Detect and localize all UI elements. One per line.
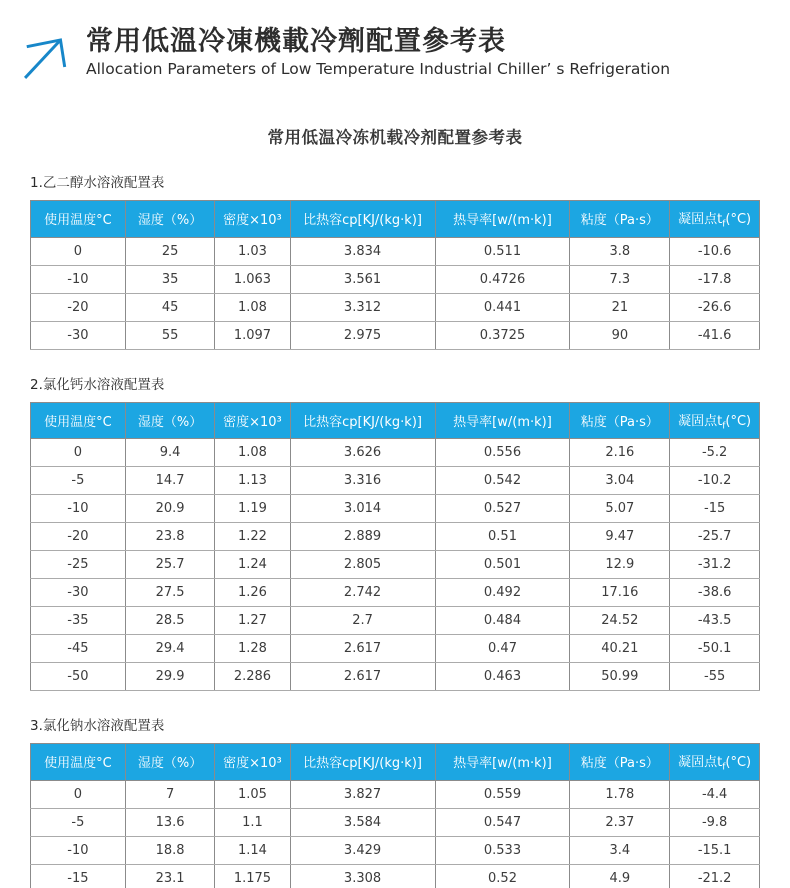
table-row: [31, 439, 760, 467]
table-cell: 13.6: [125, 808, 215, 836]
table-cell: 25: [125, 237, 215, 265]
table-cell: 12.9: [570, 551, 670, 579]
table-cell: 0.51: [435, 523, 570, 551]
table-row: [31, 808, 760, 836]
table-cell: -15: [31, 864, 126, 888]
table-cell: -55: [670, 663, 760, 691]
table-cell: 1.05: [215, 780, 290, 808]
data-table-1: [30, 200, 760, 350]
page-subtitle: Allocation Parameters of Low Temperature Industrial Chiller’ s Refrigeration: [86, 60, 671, 79]
table-cell: 1.22: [215, 523, 290, 551]
tables-container: [30, 171, 760, 888]
table-cell: -20: [31, 523, 126, 551]
table-cell: 0.511: [435, 237, 570, 265]
column-header: 湿度（%）: [125, 402, 215, 439]
table-cell: 2.975: [290, 321, 435, 349]
table-cell: -35: [31, 607, 126, 635]
table-cell: 28.5: [125, 607, 215, 635]
table-cell: 23.1: [125, 864, 215, 888]
section-title-2: 2.氯化钙水溶液配置表: [30, 376, 165, 393]
column-header: 粘度（Pa·s）: [570, 744, 670, 781]
table-cell: 1.175: [215, 864, 290, 888]
table-cell: 0.501: [435, 551, 570, 579]
table-cell: -21.2: [670, 864, 760, 888]
table-cell: -30: [31, 321, 126, 349]
table-cell: -50: [31, 663, 126, 691]
column-header: 湿度（%）: [125, 744, 215, 781]
table-cell: 5.07: [570, 495, 670, 523]
table-cell: -30: [31, 579, 126, 607]
table-cell: 2.7: [290, 607, 435, 635]
table-cell: 3.429: [290, 836, 435, 864]
table-cell: -9.8: [670, 808, 760, 836]
table-cell: 4.9: [570, 864, 670, 888]
table-cell: 0.533: [435, 836, 570, 864]
table-cell: -10: [31, 265, 126, 293]
table-cell: 0: [31, 439, 126, 467]
brand-header: [20, 0, 760, 84]
table-cell: 1.19: [215, 495, 290, 523]
table-row: [31, 635, 760, 663]
table-cell: 0.484: [435, 607, 570, 635]
table-row: [31, 495, 760, 523]
document-title: 常用低温冷冻机载冷剂配置参考表: [267, 128, 523, 147]
table-cell: 3.584: [290, 808, 435, 836]
data-table-2: [30, 402, 760, 692]
table-cell: 2.617: [290, 663, 435, 691]
table-cell: -15.1: [670, 836, 760, 864]
table-cell: 1.78: [570, 780, 670, 808]
table-cell: -5: [31, 808, 126, 836]
table-cell: 0.52: [435, 864, 570, 888]
table-row: [31, 864, 760, 888]
table-cell: -26.6: [670, 293, 760, 321]
column-header: 使用温度°C: [31, 744, 126, 781]
column-header: 比热容cp[KJ/(kg·k)]: [290, 744, 435, 781]
table-cell: 0.463: [435, 663, 570, 691]
table-cell: 3.308: [290, 864, 435, 888]
table-row: [31, 607, 760, 635]
table-cell: 29.9: [125, 663, 215, 691]
section-title-1: 1.乙二醇水溶液配置表: [30, 175, 165, 191]
table-cell: 20.9: [125, 495, 215, 523]
table-cell: 1.03: [215, 237, 290, 265]
header-row: [31, 744, 760, 781]
table-cell: 0.542: [435, 467, 570, 495]
table-cell: 14.7: [125, 467, 215, 495]
table-cell: 1.08: [215, 439, 290, 467]
table-row: [31, 293, 760, 321]
table-cell: 1.14: [215, 836, 290, 864]
table-row: [31, 836, 760, 864]
table-cell: -4.4: [670, 780, 760, 808]
column-header: 粘度（Pa·s）: [570, 201, 670, 238]
table-cell: 24.52: [570, 607, 670, 635]
table-cell: 3.4: [570, 836, 670, 864]
table-cell: 1.063: [215, 265, 290, 293]
table-cell: -20: [31, 293, 126, 321]
table-cell: 3.834: [290, 237, 435, 265]
table-cell: -41.6: [670, 321, 760, 349]
table-cell: 1.28: [215, 635, 290, 663]
header-row: [31, 201, 760, 238]
table-cell: -10.2: [670, 467, 760, 495]
table-cell: 21: [570, 293, 670, 321]
table-row: [31, 265, 760, 293]
table-cell: 9.4: [125, 439, 215, 467]
table-cell: 7: [125, 780, 215, 808]
table-cell: 17.16: [570, 579, 670, 607]
table-cell: 3.626: [290, 439, 435, 467]
column-header: 热导率[w/(m·k)]: [435, 402, 570, 439]
table-cell: 90: [570, 321, 670, 349]
table-cell: -45: [31, 635, 126, 663]
table-cell: -10: [31, 836, 126, 864]
table-cell: 3.827: [290, 780, 435, 808]
column-header: 使用温度°C: [31, 201, 126, 238]
table-cell: 1.24: [215, 551, 290, 579]
column-header: 使用温度°C: [31, 402, 126, 439]
column-header: 湿度（%）: [125, 201, 215, 238]
table-cell: 0.4726: [435, 265, 570, 293]
table-cell: -17.8: [670, 265, 760, 293]
table-cell: -50.1: [670, 635, 760, 663]
table-cell: 3.312: [290, 293, 435, 321]
column-header: 热导率[w/(m·k)]: [435, 201, 570, 238]
table-row: [31, 467, 760, 495]
table-cell: 3.014: [290, 495, 435, 523]
table-cell: 0.47: [435, 635, 570, 663]
table-cell: -31.2: [670, 551, 760, 579]
table-cell: 45: [125, 293, 215, 321]
table-cell: 1.097: [215, 321, 290, 349]
table-cell: 0: [31, 237, 126, 265]
table-cell: -5: [31, 467, 126, 495]
header-row: [31, 402, 760, 439]
table-cell: 2.805: [290, 551, 435, 579]
brand-text: [86, 26, 670, 78]
column-header: 热导率[w/(m·k)]: [435, 744, 570, 781]
column-header: 凝固点$t_f(^\circ C)$: [670, 744, 760, 781]
table-row: [31, 321, 760, 349]
table-cell: 0.527: [435, 495, 570, 523]
table-cell: 40.21: [570, 635, 670, 663]
table-cell: 1.13: [215, 467, 290, 495]
table-cell: -38.6: [670, 579, 760, 607]
table-cell: 2.286: [215, 663, 290, 691]
table-cell: 2.742: [290, 579, 435, 607]
arrow-up-right-icon: [20, 28, 74, 84]
table-cell: 0.556: [435, 439, 570, 467]
table-cell: 29.4: [125, 635, 215, 663]
table-row: [31, 579, 760, 607]
table-row: [31, 780, 760, 808]
data-table-3: [30, 743, 760, 888]
table-cell: 2.889: [290, 523, 435, 551]
table-cell: 3.8: [570, 237, 670, 265]
table-row: [31, 237, 760, 265]
table-cell: -5.2: [670, 439, 760, 467]
table-cell: 2.37: [570, 808, 670, 836]
table-cell: 0.559: [435, 780, 570, 808]
table-cell: -15: [670, 495, 760, 523]
table-cell: 0.492: [435, 579, 570, 607]
column-header: 凝固点$t_f(^\circ C)$: [670, 201, 760, 238]
table-row: [31, 551, 760, 579]
table-cell: 27.5: [125, 579, 215, 607]
table-cell: 55: [125, 321, 215, 349]
table-row: [31, 523, 760, 551]
table-cell: 1.26: [215, 579, 290, 607]
table-cell: 2.16: [570, 439, 670, 467]
table-cell: 0: [31, 780, 126, 808]
table-cell: -25: [31, 551, 126, 579]
table-cell: 3.561: [290, 265, 435, 293]
table-cell: 25.7: [125, 551, 215, 579]
table-cell: 9.47: [570, 523, 670, 551]
table-cell: -10: [31, 495, 126, 523]
table-cell: 2.617: [290, 635, 435, 663]
table-cell: 1.27: [215, 607, 290, 635]
table-cell: 0.547: [435, 808, 570, 836]
page-title: 常用低溫冷凍機載冷劑配置參考表: [86, 26, 506, 57]
table-cell: 18.8: [125, 836, 215, 864]
column-header: 密度×10³: [215, 201, 290, 238]
table-cell: -10.6: [670, 237, 760, 265]
table-cell: 0.441: [435, 293, 570, 321]
column-header: 密度×10³: [215, 744, 290, 781]
column-header: 比热容cp[KJ/(kg·k)]: [290, 402, 435, 439]
table-cell: -43.5: [670, 607, 760, 635]
table-cell: 3.04: [570, 467, 670, 495]
column-header: 粘度（Pa·s）: [570, 402, 670, 439]
table-cell: 1.08: [215, 293, 290, 321]
table-cell: -25.7: [670, 523, 760, 551]
table-cell: 0.3725: [435, 321, 570, 349]
column-header: 凝固点$t_f(^\circ C)$: [670, 402, 760, 439]
table-cell: 50.99: [570, 663, 670, 691]
section-title-3: 3.氯化钠水溶液配置表: [30, 718, 165, 735]
table-cell: 23.8: [125, 523, 215, 551]
table-row: [31, 663, 760, 691]
table-cell: 35: [125, 265, 215, 293]
table-cell: 1.1: [215, 808, 290, 836]
column-header: 比热容cp[KJ/(kg·k)]: [290, 201, 435, 238]
table-cell: 3.316: [290, 467, 435, 495]
column-header: 密度×10³: [215, 402, 290, 439]
table-cell: 7.3: [570, 265, 670, 293]
